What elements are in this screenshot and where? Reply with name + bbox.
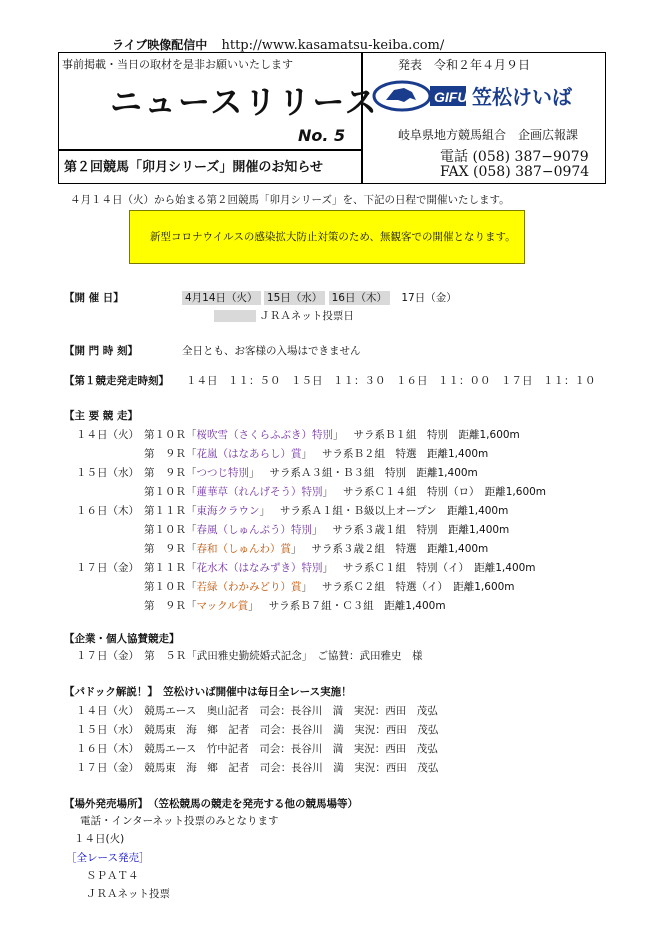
race-day: １６日（木） bbox=[76, 505, 139, 517]
race-number: 第１０Ｒ「 bbox=[144, 524, 197, 536]
race-close: 」 bbox=[322, 486, 333, 498]
kaisai-day: 4月14日（火） bbox=[182, 291, 261, 305]
race-name: 花水木（はなみずき）特別 bbox=[196, 562, 323, 574]
paddock-label: 【パドック解説！】 笠松けいば開催中は毎日全レース実施！ bbox=[64, 686, 352, 698]
kaimon-label: 【開 門 時 刻】 bbox=[64, 345, 138, 357]
kaisai-days bbox=[182, 290, 457, 305]
race-name: 若緑（わかみどり）賞 bbox=[196, 581, 302, 593]
offsite-line2: １４日(火) bbox=[74, 833, 125, 845]
race-close: 」 bbox=[312, 524, 323, 536]
press-notice: 事前掲載・当日の取材を是非お願いいたします bbox=[62, 58, 293, 71]
race-name: 春和（しゅんわ）賞 bbox=[196, 543, 291, 555]
race-name: マックル賞 bbox=[196, 600, 249, 612]
race-day: １４日（火） bbox=[76, 429, 139, 441]
race-number: 第１０Ｒ「 bbox=[144, 486, 197, 498]
live-label: ライブ映像配信中 bbox=[112, 38, 208, 52]
race-row bbox=[76, 579, 515, 594]
phone-number: 電話 (058) 387−9079 bbox=[440, 149, 589, 165]
jra-row bbox=[214, 308, 354, 323]
horse-icon bbox=[386, 88, 416, 102]
race-class: サラ系Ａ３組・Ｂ３組 特別 距離1,400m bbox=[269, 467, 478, 479]
kaimon-text: 全日とも、お客様の入場はできません bbox=[182, 345, 361, 357]
race-class: サラ系Ｃ２組 特選（イ） 距離1,600m bbox=[322, 581, 515, 593]
race-class: サラ系Ａ１組・Ｂ級以上オープン 距離1,400m bbox=[280, 505, 509, 517]
race-day: １７日（金） bbox=[76, 562, 139, 574]
offsite-item: ＳＰＡＴ４ bbox=[86, 870, 139, 882]
logo-gifu: GIFU bbox=[434, 89, 468, 105]
race-row bbox=[76, 484, 546, 499]
race-number: 第１１Ｒ「 bbox=[144, 562, 197, 574]
race-row bbox=[76, 446, 488, 461]
race-name: つつじ特別 bbox=[196, 467, 249, 479]
race-class: サラ系３歳１組 特別 距離1,400m bbox=[332, 524, 510, 536]
race-class: サラ系３歳２組 特選 距離1,400m bbox=[311, 543, 489, 555]
race-name: 蓮華草（れんげそう）特別 bbox=[196, 486, 323, 498]
race-row bbox=[76, 465, 478, 480]
race-name: 東海クラウン bbox=[196, 505, 260, 517]
offsite-label: 【場外発売場所】 （笠松競馬の競走を発売する他の競馬場等） bbox=[64, 798, 358, 810]
notice-box-text: 新型コロナウイルスの感染拡大防止対策のため、無観客での開催となります。 bbox=[150, 231, 516, 243]
race-number: 第 ９Ｒ「 bbox=[144, 543, 197, 555]
race-close: 」 bbox=[301, 448, 312, 460]
race-row bbox=[76, 541, 488, 556]
race-close: 」 bbox=[301, 581, 312, 593]
paddock-row: １６日（木） 競馬エース 竹中記者 司会：長谷川 満 実況：西田 茂弘 bbox=[76, 743, 438, 755]
jra-shade-swatch bbox=[214, 310, 256, 322]
race-row bbox=[76, 598, 446, 613]
race-number: 第１０Ｒ「 bbox=[144, 429, 197, 441]
race-row bbox=[76, 522, 509, 537]
race-class: サラ系Ｂ１組 特別 距離1,600m bbox=[353, 429, 520, 441]
race-close: 」 bbox=[259, 505, 270, 517]
race-close: 」 bbox=[333, 429, 344, 441]
sponsor-label: 【企業・個人協賛競走】 bbox=[64, 633, 180, 645]
release-subject: 第２回競馬「卯月シリーズ」開催のお知らせ bbox=[64, 160, 323, 175]
race-close: 」 bbox=[249, 467, 260, 479]
live-stream-line bbox=[112, 36, 444, 53]
first-race-label: 【第１競走発走時刻】 bbox=[64, 375, 169, 387]
race-name: 花嵐（はなあらし）賞 bbox=[196, 448, 302, 460]
first-race-times: １４日 １１：５０ １５日 １１：３０ １６日 １１：００ １７日 １１：１０ bbox=[186, 375, 596, 387]
organization: 岐阜県地方競馬組合 企画広報課 bbox=[398, 128, 579, 142]
jra-note: ＪＲＡネット投票日 bbox=[259, 310, 354, 322]
race-day: １５日（水） bbox=[76, 467, 139, 479]
kaisai-label: 【開 催 日】 bbox=[64, 292, 124, 304]
issue-number: No. 5 bbox=[298, 126, 346, 145]
offsite-line1: 電話・インターネット投票のみとなります bbox=[80, 815, 279, 827]
main-races-label: 【主 要 競 走】 bbox=[64, 410, 138, 422]
paddock-row: １４日（火） 競馬エース 奥山記者 司会：長谷川 満 実況：西田 茂弘 bbox=[76, 705, 438, 717]
site-url-link[interactable]: http://www.kasamatsu-keiba.com/ bbox=[221, 38, 445, 53]
paddock-row: １５日（水） 競馬東 海 鄉 記者 司会：長谷川 満 実況：西田 茂弘 bbox=[76, 724, 439, 736]
header-divider-horizontal bbox=[59, 149, 361, 151]
all-races-label: ［全レース発売］ bbox=[66, 852, 150, 864]
race-number: 第１１Ｒ「 bbox=[144, 505, 197, 517]
no-spectators-notice bbox=[129, 210, 525, 264]
sponsor-text: １７日（金） 第 ５Ｒ「武田雅史勤続婚式記念」 ご協賛：武田雅史 様 bbox=[76, 650, 423, 662]
race-class: サラ系Ｂ７組・Ｃ３組 距離1,400m bbox=[268, 600, 446, 612]
race-close: 」 bbox=[248, 600, 259, 612]
page-title: ニュースリリース bbox=[110, 83, 379, 121]
race-close: 」 bbox=[322, 562, 333, 574]
intro-text: ４月１４日（火）から始まる第２回競馬「卯月シリーズ」を、下記の日程で開催いたします。 bbox=[70, 194, 510, 206]
kaisai-day: 16日（木） bbox=[329, 291, 390, 305]
race-name: 桜吹雪（さくらふぶき）特別 bbox=[196, 429, 333, 441]
race-number: 第 ９Ｒ「 bbox=[144, 467, 197, 479]
kasamatsu-logo bbox=[368, 76, 598, 116]
race-class: サラ系Ｃ１組 特別（イ） 距離1,400m bbox=[343, 562, 536, 574]
race-number: 第 ９Ｒ「 bbox=[144, 600, 197, 612]
race-number: 第１０Ｒ「 bbox=[144, 581, 197, 593]
race-row bbox=[76, 427, 520, 442]
offsite-item: ＪＲＡネット投票 bbox=[86, 888, 170, 900]
fax-number: FAX (058) 387−0974 bbox=[440, 164, 590, 180]
race-close: 」 bbox=[291, 543, 302, 555]
race-row bbox=[76, 503, 508, 518]
logo-text: 笠松けいば bbox=[472, 85, 572, 109]
release-date: 発表 令和２年４月９日 bbox=[398, 58, 531, 72]
paddock-row: １７日（金） 競馬東 海 鄉 記者 司会：長谷川 満 実況：西田 茂弘 bbox=[76, 762, 439, 774]
race-name: 春風（しゅんぷう）特別 bbox=[196, 524, 312, 536]
kaisai-day: 17日（金） bbox=[401, 292, 457, 304]
kaisai-day: 15日（水） bbox=[264, 291, 325, 305]
race-class: サラ系Ｃ１４組 特別（ロ） 距離1,600m bbox=[343, 486, 547, 498]
race-class: サラ系Ｂ２組 特選 距離1,400m bbox=[322, 448, 489, 460]
race-row bbox=[76, 560, 536, 575]
race-number: 第 ９Ｒ「 bbox=[144, 448, 197, 460]
